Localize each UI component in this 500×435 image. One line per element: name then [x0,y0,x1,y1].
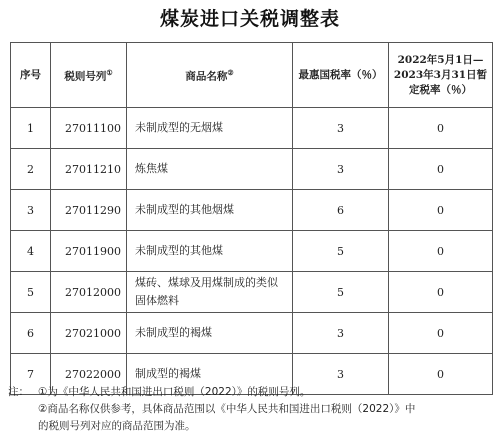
header-temporary-rate: 2022年5月1日—2023年3月31日暂定税率（％） [389,43,493,108]
header-name-footnote-mark: ② [227,68,234,78]
row-name: 未制成型的褐煤 [127,313,293,354]
page-title: 煤炭进口关税调整表 [159,8,340,30]
footnote-2 [8,401,494,418]
row-seq: 4 [11,231,51,272]
row-temporary-rate: 0 [389,354,493,395]
row-code: 27011900 [51,231,127,272]
row-temporary-rate: 0 [389,108,493,149]
row-code: 27012000 [51,272,127,313]
row-seq: 7 [11,354,51,395]
row-mfn-rate: 3 [293,149,389,190]
footnotes [8,384,494,435]
row-name: 未制成型的其他煤 [127,231,293,272]
row-mfn-rate: 3 [293,354,389,395]
row-temporary-rate: 0 [389,313,493,354]
table-row [11,108,493,149]
row-seq: 5 [11,272,51,313]
header-seq: 序号 [11,43,51,108]
tariff-table [10,42,493,395]
row-mfn-rate: 6 [293,190,389,231]
row-code: 27011100 [51,108,127,149]
header-mfn-rate: 最惠国税率（％） [293,43,389,108]
footnote-2-text-line1: ②商品名称仅供参考，具体商品范围以《中华人民共和国进出口税则（2022）》中 [38,403,416,415]
row-code: 27022000 [51,354,127,395]
row-temporary-rate: 0 [389,272,493,313]
row-name: 制成型的褐煤 [127,354,293,395]
row-name: 未制成型的无烟煤 [127,108,293,149]
row-name: 煤砖、煤球及用煤制成的类似固体燃料 [127,272,293,313]
row-temporary-rate: 0 [389,149,493,190]
footnote-2-text-line2: 的税则号列对应的商品范围为准。 [38,420,196,432]
row-seq: 3 [11,190,51,231]
header-code [51,43,127,108]
table-row [11,313,493,354]
row-seq: 2 [11,149,51,190]
header-name-label: 商品名称 [185,70,228,83]
table-row [11,149,493,190]
footnote-1 [8,384,494,401]
row-mfn-rate: 3 [293,313,389,354]
row-code: 27011290 [51,190,127,231]
row-mfn-rate: 5 [293,272,389,313]
table-row [11,231,493,272]
footnote-2-continued [8,418,494,435]
footnote-1-text: ①为《中华人民共和国进出口税则（2022）》的税则号列。 [38,386,311,398]
row-seq: 6 [11,313,51,354]
row-seq: 1 [11,108,51,149]
row-name: 未制成型的其他烟煤 [127,190,293,231]
footnote-prefix: 注： [8,386,29,398]
header-code-label: 税则号列 [64,70,107,83]
row-code: 27011210 [51,149,127,190]
row-code: 27021000 [51,313,127,354]
row-name: 炼焦煤 [127,149,293,190]
row-temporary-rate: 0 [389,190,493,231]
table-header-row [11,43,493,108]
row-mfn-rate: 3 [293,108,389,149]
header-name [127,43,293,108]
header-code-footnote-mark: ① [106,68,113,78]
table-row [11,272,493,313]
table-row [11,190,493,231]
row-temporary-rate: 0 [389,231,493,272]
row-mfn-rate: 5 [293,231,389,272]
